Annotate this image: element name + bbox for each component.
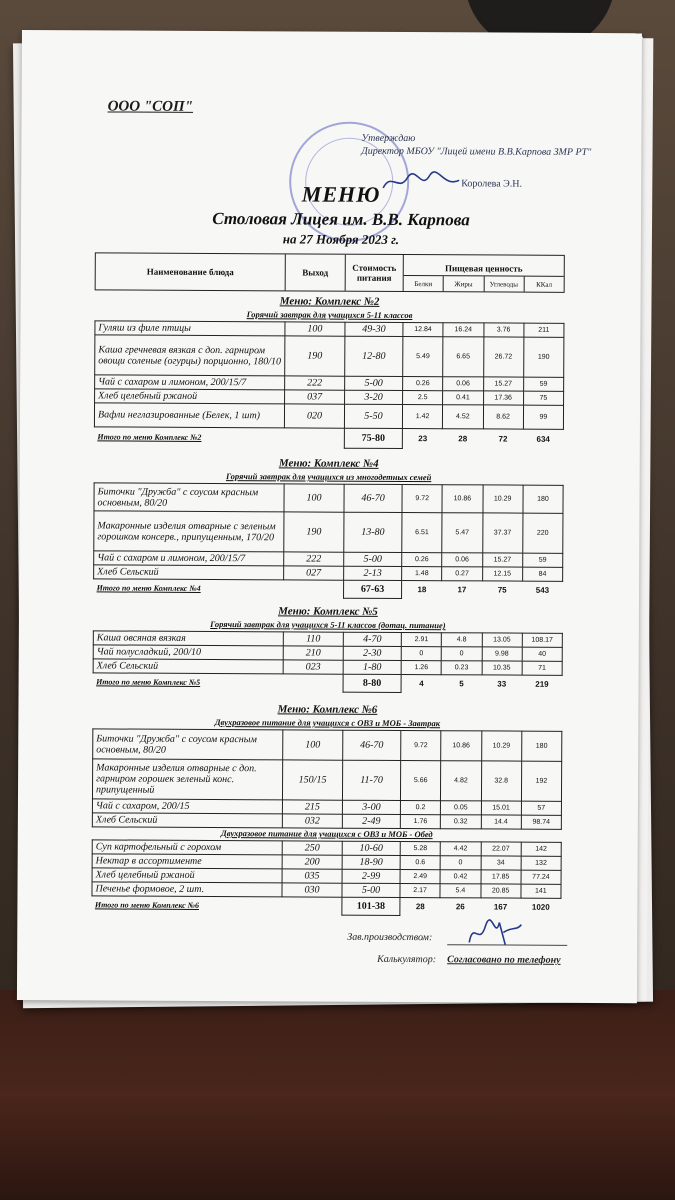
dish-cost: 2-30 (343, 646, 401, 660)
dish-name: Макаронные изделия отварные с доп. гарниром горошек зеленый конс. припущенный (92, 759, 282, 800)
dish-protein: 0.2 (400, 800, 440, 814)
dish-name: Макаронные изделия отварные с зеленым горошком консерв., припущенным, 170/20 (94, 511, 284, 552)
dish-protein: 2.91 (401, 632, 441, 646)
dish-kcal: 142 (521, 842, 561, 856)
dish-carbs: 22.07 (481, 842, 521, 856)
dish-output: 100 (284, 484, 344, 512)
dish-kcal: 59 (523, 377, 563, 391)
dish-output: 222 (284, 552, 344, 566)
total-label: Итого по меню Комплекс №4 (96, 583, 201, 594)
dish-carbs: 20.85 (480, 884, 520, 898)
dish-output: 100 (283, 730, 343, 760)
dish-output: 030 (282, 883, 342, 897)
menu-title: МЕНЮ (301, 181, 381, 207)
dish-name: Биточки "Дружба" с соусом красным основным, 80/20 (93, 729, 283, 760)
menu-table (92, 728, 563, 829)
dish-cost: 11-70 (342, 760, 400, 800)
menu-table (91, 839, 561, 916)
header-nutrition-columns (404, 275, 564, 292)
total-kcal: 543 (535, 585, 550, 596)
dish-cost: 46-70 (343, 730, 401, 760)
dish-protein: 2.5 (403, 390, 443, 404)
dish-cost: 5-00 (345, 376, 403, 390)
dish-protein: 0.26 (402, 552, 442, 566)
dish-protein: 1.26 (401, 660, 441, 674)
dish-output: 023 (283, 660, 343, 674)
dish-fat: 0.05 (441, 801, 481, 815)
total-protein: 28 (415, 902, 425, 912)
dish-cost: 2-99 (342, 869, 400, 883)
dish-cost: 4-70 (343, 632, 401, 646)
dish-output: 100 (285, 322, 345, 336)
total-cost: 75-80 (344, 428, 402, 448)
dish-output: 037 (285, 390, 345, 404)
dish-protein: 0.26 (403, 376, 443, 390)
dish-kcal: 84 (522, 567, 562, 581)
dish-fat: 0.42 (440, 870, 480, 884)
dish-cost: 1-80 (343, 660, 401, 674)
dish-kcal: 192 (521, 761, 561, 801)
dish-output: 150/15 (282, 760, 342, 800)
dish-fat: 4.42 (440, 842, 480, 856)
total-row (94, 427, 563, 449)
dish-fat: 0.41 (443, 391, 483, 405)
dish-kcal: 40 (522, 647, 562, 661)
dish-fat: 0 (440, 856, 480, 870)
dish-name: Биточки "Дружба" с соусом красным основным, 80/20 (94, 483, 284, 512)
dish-fat: 0.06 (442, 553, 482, 567)
dish-carbs: 9.98 (482, 647, 522, 661)
dish-name: Хлеб Сельский (92, 813, 282, 828)
total-label: Итого по меню Комплекс №5 (96, 677, 201, 688)
dish-protein: 5.49 (403, 336, 443, 376)
dish-protein: 5.28 (400, 841, 440, 855)
total-kcal: 634 (536, 434, 550, 445)
table-header (95, 252, 565, 292)
menu-subtitle: Столовая Лицея им. В.В. Карпова (212, 208, 470, 230)
section-complex-6 (91, 702, 562, 916)
total-label: Итого по меню Комплекс №2 (97, 432, 202, 443)
dish-cost: 5-00 (344, 552, 402, 566)
dish-carbs: 15.27 (483, 377, 523, 391)
dish-kcal: 99 (523, 405, 563, 429)
menu-date: на 27 Ноября 2023 г. (282, 231, 400, 247)
dish-output: 027 (284, 566, 344, 580)
total-carbs: 167 (493, 902, 508, 912)
dish-name: Вафли неглазированные (Белек, 1 шт) (94, 403, 284, 428)
dish-protein: 2.49 (400, 869, 440, 883)
dish-name: Чай полусладкий, 200/10 (93, 645, 283, 660)
dish-protein: 0.6 (400, 855, 440, 869)
dish-cost: 18-90 (342, 855, 400, 869)
dish-cost: 49-30 (345, 322, 403, 336)
header-fat: Жиры (444, 276, 484, 291)
dish-carbs: 32.8 (481, 761, 521, 801)
menu-sheet (17, 30, 642, 1003)
section-title: Меню: Комплекс №5 (278, 605, 378, 618)
dish-carbs: 13.05 (482, 633, 522, 647)
dish-name: Гуляш из филе птицы (95, 321, 285, 336)
dish-protein: 5.66 (400, 760, 440, 800)
approval-block (361, 132, 601, 159)
table-row (94, 483, 563, 513)
dish-output: 110 (283, 632, 343, 646)
total-cost: 101-38 (342, 897, 400, 915)
dish-cost: 2-49 (342, 814, 400, 828)
dish-carbs: 10.35 (482, 661, 522, 675)
dish-name: Хлеб Сельский (93, 659, 283, 674)
dish-output: 190 (284, 512, 344, 552)
dish-carbs: 15.27 (482, 553, 522, 567)
total-fat: 28 (458, 434, 468, 444)
dish-fat: 4.8 (442, 633, 482, 647)
header-kcal: ККал (536, 280, 553, 289)
header-carbs: Углеводы (484, 276, 524, 291)
dish-carbs: 3.76 (483, 323, 523, 337)
dish-kcal: 211 (524, 323, 564, 337)
section-title: Меню: Комплекс №2 (279, 295, 380, 308)
dish-output: 222 (285, 376, 345, 390)
dish-protein: 1.76 (400, 814, 440, 828)
dish-name: Хлеб Сельский (94, 565, 284, 580)
dish-name: Суп картофельный с горохом (92, 840, 282, 855)
table-surface (0, 990, 675, 1200)
dish-name: Каша овсяная вязкая (93, 631, 283, 646)
dish-kcal: 75 (523, 391, 563, 405)
header-dish-name: Наименование блюда (96, 253, 286, 290)
dish-carbs: 34 (481, 856, 521, 870)
approval-line: Утверждаю (361, 132, 416, 145)
dish-output: 250 (282, 841, 342, 855)
dish-kcal: 220 (523, 513, 563, 553)
dish-name: Каша гречневая вязкая с доп. гарниром овощи соленые (огурцы) порционно, 180/10 (95, 335, 285, 376)
table-row (93, 729, 562, 761)
dish-carbs: 14.4 (481, 815, 521, 829)
section-subtitle: Двухразовое питание для учащихся с ОВЗ и МОБ - Завтрак (214, 717, 441, 729)
dish-carbs: 17.36 (483, 391, 523, 405)
production-manager-label: Зав.производством: (347, 931, 433, 944)
total-fat: 17 (457, 585, 467, 595)
dish-protein: 0 (401, 646, 441, 660)
header-nutrition-title: Пищевая ценность (444, 263, 523, 274)
total-cost: 8-80 (343, 674, 401, 692)
dish-kcal: 141 (521, 884, 561, 898)
section-complex-2 (94, 294, 565, 449)
dish-fat: 5.47 (442, 513, 482, 553)
section-title: Меню: Комплекс №6 (277, 703, 378, 716)
dish-kcal: 57 (521, 801, 561, 815)
total-protein: 23 (418, 434, 428, 444)
table-row (92, 759, 561, 801)
production-signature (465, 916, 525, 948)
total-protein: 4 (419, 679, 424, 689)
dish-fat: 16.24 (443, 323, 483, 337)
header-output: Выход (286, 254, 346, 290)
dish-protein: 12.84 (403, 322, 443, 336)
dish-fat: 10.86 (441, 731, 481, 761)
dish-cost: 12-80 (345, 336, 403, 376)
dish-cost: 10-60 (342, 841, 400, 855)
dish-output: 215 (282, 800, 342, 814)
total-kcal: 1020 (531, 902, 550, 913)
dish-fat: 0.06 (443, 377, 483, 391)
dish-carbs: 15.01 (481, 801, 521, 815)
total-carbs: 75 (497, 585, 507, 595)
dish-output: 200 (282, 855, 342, 869)
dish-fat: 5.4 (440, 884, 480, 898)
total-carbs: 33 (497, 679, 507, 689)
header-cost: Стоимость питания (346, 255, 404, 291)
dish-cost: 5-00 (342, 883, 400, 897)
section-subtitle: Горячий завтрак для учащихся из многодетных семей (225, 471, 432, 483)
dish-carbs: 8.62 (483, 405, 523, 429)
dish-kcal: 77.24 (521, 870, 561, 884)
dish-carbs: 26.72 (483, 337, 523, 377)
dish-protein: 1.42 (402, 404, 442, 428)
dish-name: Хлеб целебный ржаной (95, 389, 285, 404)
dish-cost: 13-80 (344, 512, 402, 552)
dish-fat: 10.86 (442, 485, 482, 513)
table-row (94, 511, 563, 553)
section-subtitle: Двухразовое питание для учащихся с ОВЗ и МОБ - Обед (220, 828, 433, 840)
dish-fat: 0.32 (441, 815, 481, 829)
dish-name: Печенье формовое, 2 шт. (92, 882, 282, 897)
dish-fat: 6.65 (443, 337, 483, 377)
dish-name: Чай с сахаром и лимоном, 200/15/7 (95, 375, 285, 390)
header-nutrition (404, 255, 564, 292)
dish-fat: 0.23 (441, 661, 481, 675)
signatory-name: Королева Э.Н. (461, 178, 523, 190)
dish-protein: 9.72 (402, 484, 442, 512)
total-row (92, 896, 561, 916)
menu-table (94, 320, 565, 449)
dish-cost: 46-70 (344, 484, 402, 512)
total-kcal: 219 (535, 679, 549, 690)
dish-output: 035 (282, 869, 342, 883)
total-carbs: 72 (498, 434, 508, 444)
total-label: Итого по меню Комплекс №6 (94, 900, 200, 911)
dish-fat: 0 (441, 647, 481, 661)
section-subtitle: Горячий завтрак для учащихся 5-11 классов (246, 309, 413, 321)
dish-kcal: 180 (521, 731, 561, 761)
dish-kcal: 59 (522, 553, 562, 567)
total-fat: 26 (455, 902, 465, 912)
dish-cost: 3-20 (345, 390, 403, 404)
organization-name: ООО "СОП" (107, 98, 194, 115)
total-row (93, 673, 562, 693)
dish-name: Чай с сахаром и лимоном, 200/15/7 (94, 551, 284, 566)
section-subtitle: Горячий завтрак для учащихся 5-11 классов (дотац. питание) (210, 618, 446, 631)
table-row (94, 403, 563, 429)
dish-protein: 9.72 (401, 730, 441, 760)
table-row (95, 335, 564, 377)
dish-output: 190 (285, 336, 345, 376)
dish-fat: 4.52 (443, 405, 483, 429)
dish-carbs: 10.29 (481, 731, 521, 761)
dish-carbs: 17.85 (481, 870, 521, 884)
dish-name: Чай с сахаром, 200/15 (92, 799, 282, 814)
dish-name: Хлеб целебный ржаной (92, 868, 282, 883)
dish-kcal: 180 (523, 485, 563, 513)
dish-protein: 1.48 (402, 566, 442, 580)
total-row (94, 579, 563, 599)
dish-protein: 6.51 (402, 512, 442, 552)
dish-kcal: 190 (523, 337, 563, 377)
dish-fat: 4.82 (441, 761, 481, 801)
menu-table (93, 630, 563, 693)
dish-output: 032 (282, 814, 342, 828)
header-protein: Белки (404, 276, 444, 291)
dish-protein: 2.17 (400, 883, 440, 897)
dish-kcal: 132 (521, 856, 561, 870)
dish-fat: 0.27 (442, 567, 482, 581)
calculator-label: Калькулятор: (377, 953, 437, 966)
section-title: Меню: Комплекс №4 (278, 457, 379, 470)
dish-kcal: 71 (522, 661, 562, 675)
dish-kcal: 108.17 (522, 633, 562, 647)
dish-kcal: 98.74 (521, 815, 561, 829)
total-cost: 67-63 (344, 580, 402, 598)
dish-cost: 5-50 (344, 404, 402, 428)
section-complex-5 (93, 604, 563, 693)
total-fat: 5 (459, 679, 464, 689)
dish-output: 020 (284, 404, 344, 428)
dish-name: Нектар в ассортименте (92, 854, 282, 869)
dish-carbs: 37.37 (482, 513, 522, 553)
total-protein: 18 (417, 585, 427, 595)
menu-table (93, 482, 564, 599)
calculator-value: Согласовано по телефону (447, 954, 561, 966)
dish-output: 210 (283, 646, 343, 660)
approval-line: Директор МБОУ "Лицей имени В.В.Карпова ЗМР РТ" (361, 145, 592, 158)
dish-carbs: 10.29 (482, 485, 522, 513)
section-complex-4 (93, 456, 564, 599)
dish-cost: 3-00 (342, 800, 400, 814)
dish-carbs: 12.15 (482, 567, 522, 581)
dish-cost: 2-13 (344, 566, 402, 580)
